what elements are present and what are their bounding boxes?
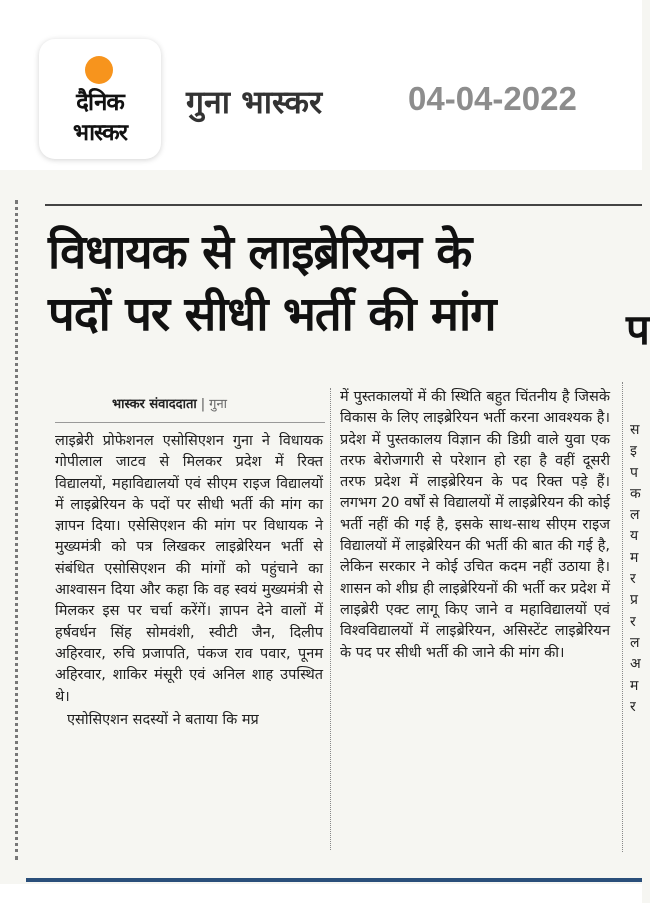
- bottom-blue-rule: [26, 878, 642, 882]
- edition-date: 04-04-2022: [408, 80, 577, 117]
- article-byline: [112, 394, 227, 412]
- column-divider: [330, 388, 331, 850]
- article-column-2: [340, 387, 610, 664]
- sun-logo-icon: [85, 56, 113, 84]
- bottom-margin: [0, 884, 642, 903]
- headline-line-2: पदों पर सीधी भर्ती की मांग: [48, 287, 496, 342]
- top-column-rule: [45, 204, 642, 206]
- article-column-1: [55, 431, 323, 731]
- logo-text-line2: भास्कर: [72, 120, 128, 146]
- column-1-paragraph-1: लाइब्रेरी प्रोफेशनल एसोसिएशन गुना ने विधायक गोपीलाल जाटव से मिलकर प्रदेश में रिक्त विद्यालयों, महाविद्यालयों एवं सीएम राइज विद्यालयों में लाइब्रेरियन के पदों पर सीधी भर्ती की मांग का ज्ञापन दिया। एसेसिएशन की मांग पर विधायक ने मुख्यमंत्री को पत्र लिखकर लाइब्रेरियन भर्ती से संबंधित एसोसिएशन की मांगों को पहुंचाने का आश्वासन दिया और कहा कि वह स्वयं मुख्यमंत्री से मिलकर इस पर चर्चा करेंगें। ज्ञापन देने वालों में हर्षवर्धन सिंह सोमवंशी, स्वीटी जैन, दिलीप अहिरवार, रुचि प्रजापति, पंकज राव पवार, पूनम अहिरवार, शाकिर मंसूरी एवं अनिल शाह उपस्थित थे।: [55, 433, 323, 705]
- edition-name: गुना भास्कर: [186, 83, 323, 121]
- left-dotted-border: [15, 200, 18, 860]
- right-dotted-border: [622, 382, 623, 852]
- article-headline: [48, 222, 608, 346]
- headline-line-1: विधायक से लाइब्रेरियन के: [48, 225, 472, 280]
- byline-place: गुना: [209, 397, 228, 412]
- byline-rule: [55, 422, 325, 423]
- column-2-paragraph: में पुस्तकालयों में की स्थिति बहुत चिंतनीय है जिसके विकास के लिए लाइब्रेरियन भर्ती करना आवश्यक है। प्रदेश में पुस्तकालय विज्ञान की डिग्री वाले युवा एक तरफ बेरोजगारी से परेशान हो रहा है वहीं दूसरी तरफ प्रदेश में लाइब्रेरियन के पद रिक्त पड़े हैं। लगभग 20 वर्षों से विद्यालयों में लाइब्रेरियन की कोई भर्ती नहीं की गई है, इसके साथ-साथ सीएम राइज विद्यालयों में लाइब्रेरियन की भर्ती की बात की गई है, लेकिन सरकार ने कोई उचित कदम नहीं उठाया है। शासन को शीघ्र ही लाइब्रेरियनों की भर्ती कर प्रदेश में लाइब्रेरी एक्ट लागू किए जाने व महाविद्यालयों एवं विश्वविद्यालयों में लाइब्रेरियन, असिस्टेंट लाइब्रेरियन के पद पर सीधी भर्ती की जाने की मांग की।: [340, 389, 610, 661]
- screenshot-header: [0, 0, 642, 170]
- byline-separator: |: [200, 397, 206, 412]
- column-1-paragraph-2: एसोसिएशन सदस्यों ने बताया कि मप्र: [67, 711, 259, 728]
- byline-author: भास्कर संवाददाता: [112, 397, 197, 412]
- adjacent-article-text-fragment: स इ प क ल य म र प्र र ल अ म र: [630, 422, 641, 715]
- logo-text-line1: दैनिक: [76, 88, 124, 116]
- adjacent-article-headline-fragment: प: [626, 305, 650, 354]
- dainik-bhaskar-logo: [39, 39, 161, 159]
